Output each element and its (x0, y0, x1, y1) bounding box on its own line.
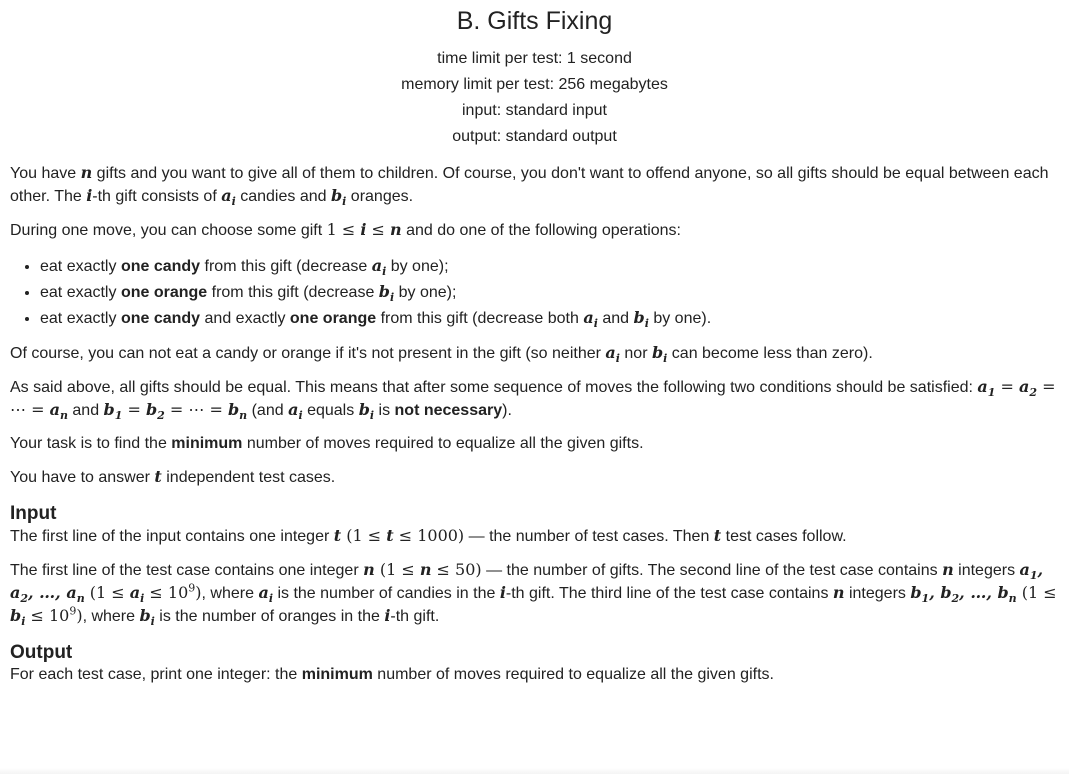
list-item: • eat exactly one candy from this gift (decrease $a_i$ by one); (40, 253, 1059, 279)
statement-paragraph-4: As said above, all gifts should be equal. This means that after some sequence of moves the following two conditions should be satisfied: $a_1 = a_2$ = ⋯ = $a_n$ and $b_1 = b_2$ = ⋯ = $b_n$ (and $a_i$ equals $b_i$ is not necessary). (10, 377, 1056, 423)
input-section-title: Input (10, 503, 57, 524)
memory-limit: memory limit per test: 256 megabytes (401, 76, 668, 93)
operations-list (10, 253, 1059, 331)
problem-page (0, 5, 1069, 686)
statement-paragraph-1: You have n gifts and you want to give all of them to children. Of course, you don't want to offend anyone, so all gifts should be equal between each other. The i-th gift consists of $a_i$ candies and $b_i$ oranges. (10, 163, 1049, 209)
input-paragraph-1: The first line of the input contains one integer t (1 ≤ t ≤ 1000) — the number of test cases. Then t test cases follow. (10, 526, 847, 545)
output-file: output: standard output (452, 128, 617, 145)
input-file: input: standard input (462, 102, 607, 119)
output-paragraph-1: For each test case, print one integer: the minimum number of moves required to equalize all the given gifts. (10, 666, 774, 683)
list-item: • eat exactly one candy and exactly one orange from this gift (decrease both $a_i$ and $b_i$ by one). (40, 305, 1059, 331)
time-limit: time limit per test: 1 second (437, 50, 632, 67)
statement-paragraph-2: During one move, you can choose some gift 1 ≤ i ≤ n and do one of the following operations: (10, 220, 681, 239)
problem-header (10, 5, 1059, 150)
list-item: • eat exactly one orange from this gift (decrease $b_i$ by one); (40, 279, 1059, 305)
input-paragraph-2: The first line of the test case contains one integer n (1 ≤ n ≤ 50) — the number of gifts. The second line of the test case contains n integers $a_1$, $a_2$, …, $a_n$ $(1 \le a_i \le 10^9)$, where $a_i$ is the number of candies in the i-th gift. The third line of the test case contains n integers $b_1$, $b_2$, …, $b_n$ $(1 \le b_i \le 10^9)$, where $b_i$ is the number of oranges in the i-th gift. (10, 560, 1057, 629)
output-section-title: Output (10, 642, 73, 663)
statement-paragraph-6: You have to answer t independent test cases. (10, 467, 336, 486)
problem-statement (10, 162, 1059, 686)
problem-title: B. Gifts Fixing (456, 7, 613, 35)
statement-paragraph-3: Of course, you can not eat a candy or orange if it's not present in the gift (so neither $a_i$ nor $b_i$ can become less than zero). (10, 343, 873, 366)
statement-paragraph-5: Your task is to find the minimum number of moves required to equalize all the given gifts. (10, 435, 644, 452)
